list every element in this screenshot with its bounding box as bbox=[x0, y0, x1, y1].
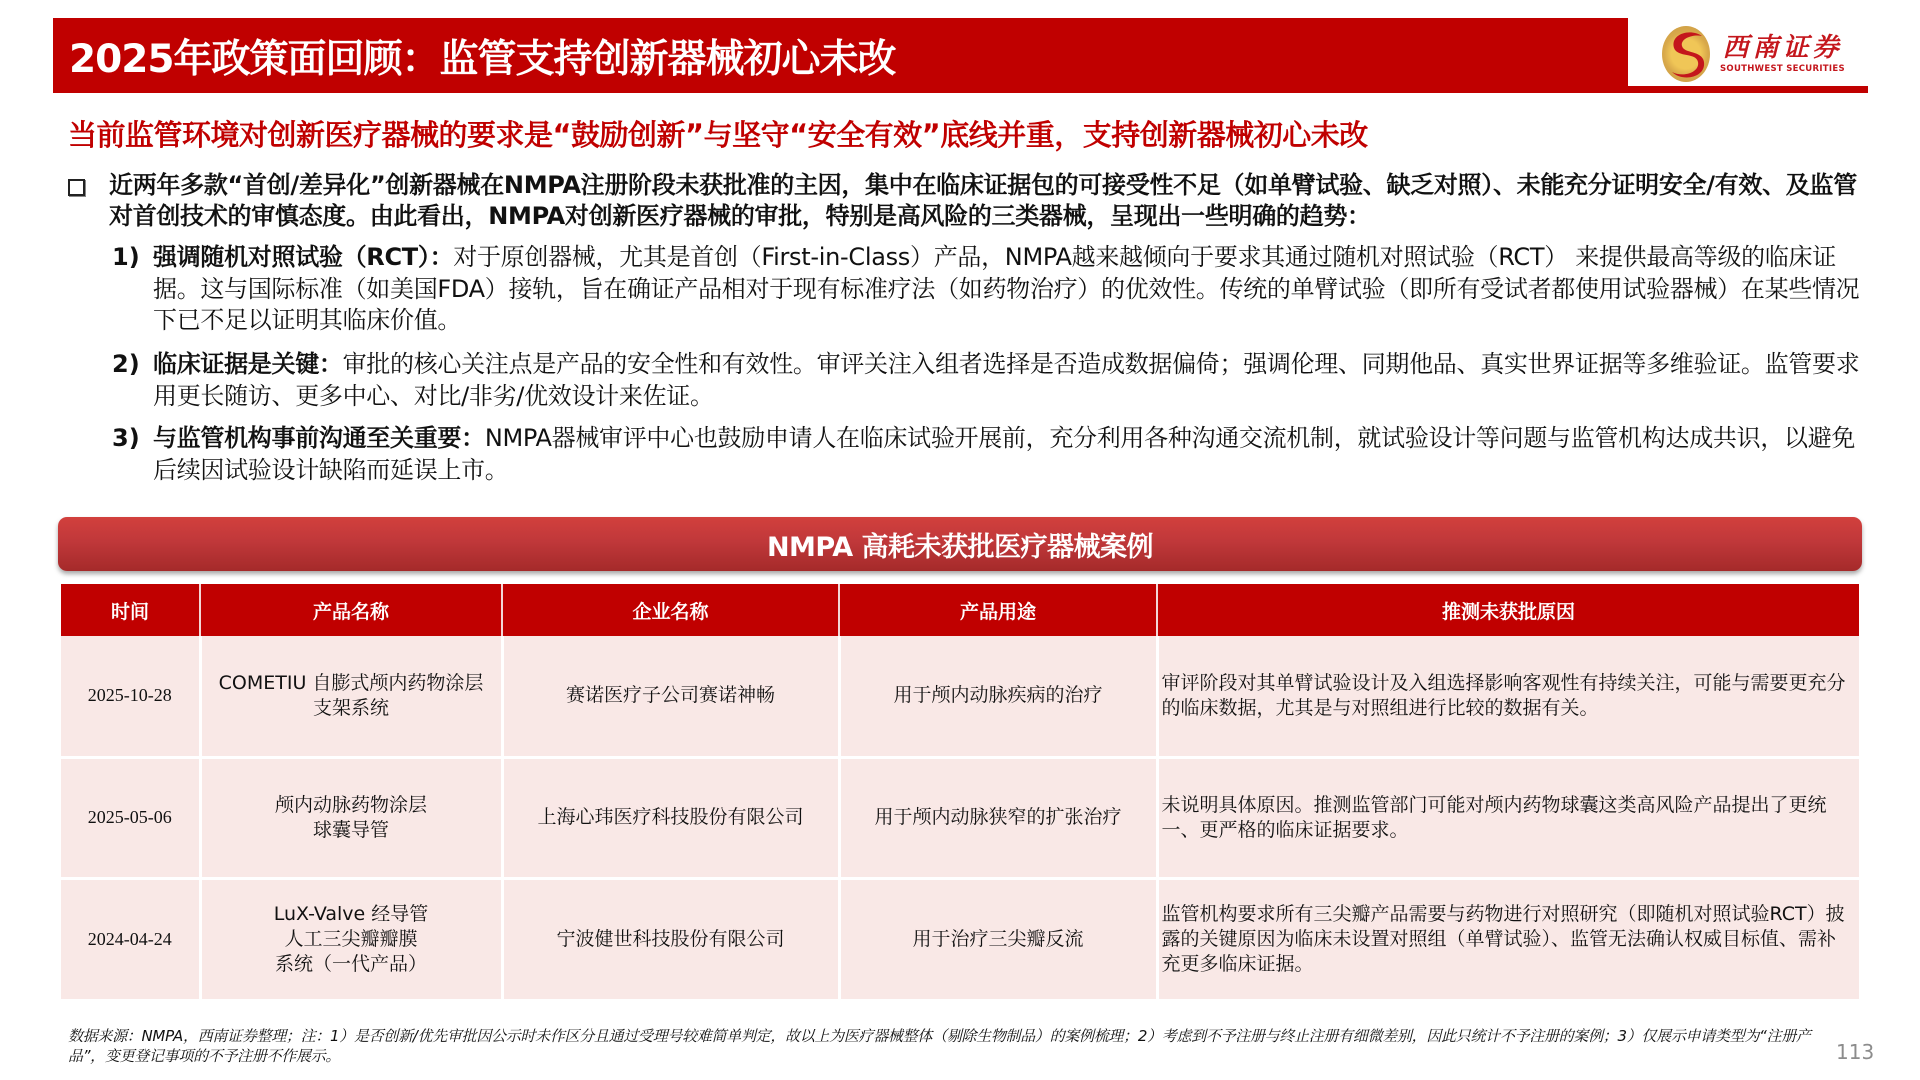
cell-usage: 用于颅内动脉狭窄的扩张治疗 bbox=[839, 757, 1157, 878]
subtitle: 当前监管环境对创新医疗器械的要求是“鼓励创新”与坚守“安全有效”底线并重，支持创新器械初心未改 bbox=[68, 118, 1368, 152]
logo-name-en: SOUTHWEST SECURITIES bbox=[1720, 64, 1845, 74]
trend-number: 2) bbox=[112, 350, 140, 378]
cell-product bbox=[200, 878, 502, 999]
trend-body bbox=[153, 349, 1868, 412]
product-line: 人工三尖瓣瓣膜 bbox=[284, 927, 418, 950]
table-header-row bbox=[61, 584, 1859, 636]
table-banner-title: NMPA 高耗未获批医疗器械案例 bbox=[766, 531, 1154, 563]
page-number: 113 bbox=[1836, 1040, 1875, 1064]
logo-text bbox=[1720, 33, 1845, 75]
trend-body bbox=[153, 242, 1868, 337]
product-line: COMETIU 自膨式颅内药物涂层 bbox=[218, 671, 484, 694]
trend-number: 1) bbox=[112, 243, 140, 271]
trend-heading: 强调随机对照试验（RCT）： bbox=[153, 243, 454, 271]
column-header-usage: 产品用途 bbox=[839, 584, 1157, 636]
cell-usage: 用于颅内动脉疾病的治疗 bbox=[839, 636, 1157, 757]
table-row bbox=[61, 636, 1859, 757]
footnote: 数据来源：NMPA，西南证券整理；注：1）是否创新/优先审批因公示时未作区分且通过受理号较难简单判定，故以上为医疗器械整体（剔除生物制品）的案例梳理；2）考虑到不予注册与终止注册有细微差别，因此只统计不予注册的案例；3）仅展示申请类型为“注册产品”，变更登记事项的不予注册不作展示。 bbox=[68, 1027, 1811, 1065]
column-header-product: 产品名称 bbox=[200, 584, 502, 636]
trend-text: NMPA器械审评中心也鼓励申请人在临床试验开展前，充分利用各种沟通交流机制，就试验设计等问题与监管机构达成共识，以避免后续因试验设计缺陷而延误上市。 bbox=[153, 424, 1856, 484]
cell-company: 上海心玮医疗科技股份有限公司 bbox=[502, 757, 839, 878]
main-bullet-text: 近两年多款“首创/差异化”创新器械在NMPA注册阶段未获批准的主因，集中在临床证据包的可接受性不足（如单臂试验、缺乏对照）、未能充分证明安全/有效、及监管对首创技术的审慎态度。由此看出，NMPA对创新医疗器械的审批，特别是高风险的三类器械，呈现出一些明确的趋势： bbox=[109, 171, 1857, 230]
main-bullet bbox=[68, 170, 1868, 232]
trend-text: 审批的核心关注点是产品的安全性和有效性。审评关注入组者选择是否造成数据偏倚；强调伦理、同期他品、真实世界证据等多维验证。监管要求用更长随访、更多中心、对比/非劣/优效设计来佐证。 bbox=[153, 350, 1860, 410]
table-row bbox=[61, 757, 1859, 878]
logo bbox=[1628, 18, 1868, 90]
trend-body bbox=[153, 423, 1868, 486]
product-line: LuX-Valve 经导管 bbox=[273, 902, 429, 925]
product-line: 球囊导管 bbox=[312, 818, 389, 841]
trend-item-3 bbox=[112, 423, 1868, 486]
cell-company: 赛诺医疗子公司赛诺神畅 bbox=[502, 636, 839, 757]
cell-date: 2024-04-24 bbox=[61, 878, 200, 999]
table-banner bbox=[58, 517, 1862, 571]
cell-company: 宁波健世科技股份有限公司 bbox=[502, 878, 839, 999]
column-header-company: 企业名称 bbox=[502, 584, 839, 636]
trend-item-2 bbox=[112, 349, 1868, 412]
trend-text: 对于原创器械，尤其是首创（First-in-Class）产品，NMPA越来越倾向于要求其通过随机对照试验（RCT） 来提供最高等级的临床证据。这与国际标准（如美国FDA）接轨，旨在确证产品相对于现有标准疗法（如药物治疗）的优效性。传统的单臂试验（即所有受试者都使用试验器械）在某些情况下已不足以证明其临床价值。 bbox=[153, 243, 1860, 334]
southwest-securities-logo-icon bbox=[1662, 26, 1710, 82]
cell-reason: 监管机构要求所有三尖瓣产品需要与药物进行对照研究（即随机对照试验RCT）披露的关键原因为临床未设置对照组（单臂试验）、监管无法确认权威目标值、需补充更多临床证据。 bbox=[1157, 878, 1859, 999]
cell-reason: 未说明具体原因。推测监管部门可能对颅内药物球囊这类高风险产品提出了更统一、更严格的临床证据要求。 bbox=[1157, 757, 1859, 878]
product-line: 系统（一代产品） bbox=[274, 952, 427, 975]
cell-product bbox=[200, 757, 502, 878]
checkbox-icon bbox=[68, 179, 85, 196]
table-row bbox=[61, 878, 1859, 999]
cell-date: 2025-10-28 bbox=[61, 636, 200, 757]
logo-underline bbox=[1628, 86, 1868, 93]
title-bar bbox=[53, 18, 1628, 93]
cell-date: 2025-05-06 bbox=[61, 757, 200, 878]
column-header-reason: 推测未获批原因 bbox=[1157, 584, 1859, 636]
trend-heading: 临床证据是关键： bbox=[153, 350, 343, 378]
trend-number: 3) bbox=[112, 424, 140, 452]
cell-reason: 审评阶段对其单臂试验设计及入组选择影响客观性有持续关注，可能与需要更充分的临床数据，尤其是与对照组进行比较的数据有关。 bbox=[1157, 636, 1859, 757]
page-title: 2025年政策面回顾：监管支持创新器械初心未改 bbox=[69, 36, 896, 82]
trend-heading: 与监管机构事前沟通至关重要： bbox=[153, 424, 485, 452]
trend-item-1 bbox=[112, 242, 1868, 337]
cases-table bbox=[61, 584, 1859, 999]
product-line: 颅内动脉药物涂层 bbox=[274, 793, 427, 816]
column-header-date: 时间 bbox=[61, 584, 200, 636]
logo-name-cn: 西南证券 bbox=[1722, 33, 1843, 63]
cell-product bbox=[200, 636, 502, 757]
product-line: 支架系统 bbox=[312, 696, 389, 719]
cell-usage: 用于治疗三尖瓣反流 bbox=[839, 878, 1157, 999]
